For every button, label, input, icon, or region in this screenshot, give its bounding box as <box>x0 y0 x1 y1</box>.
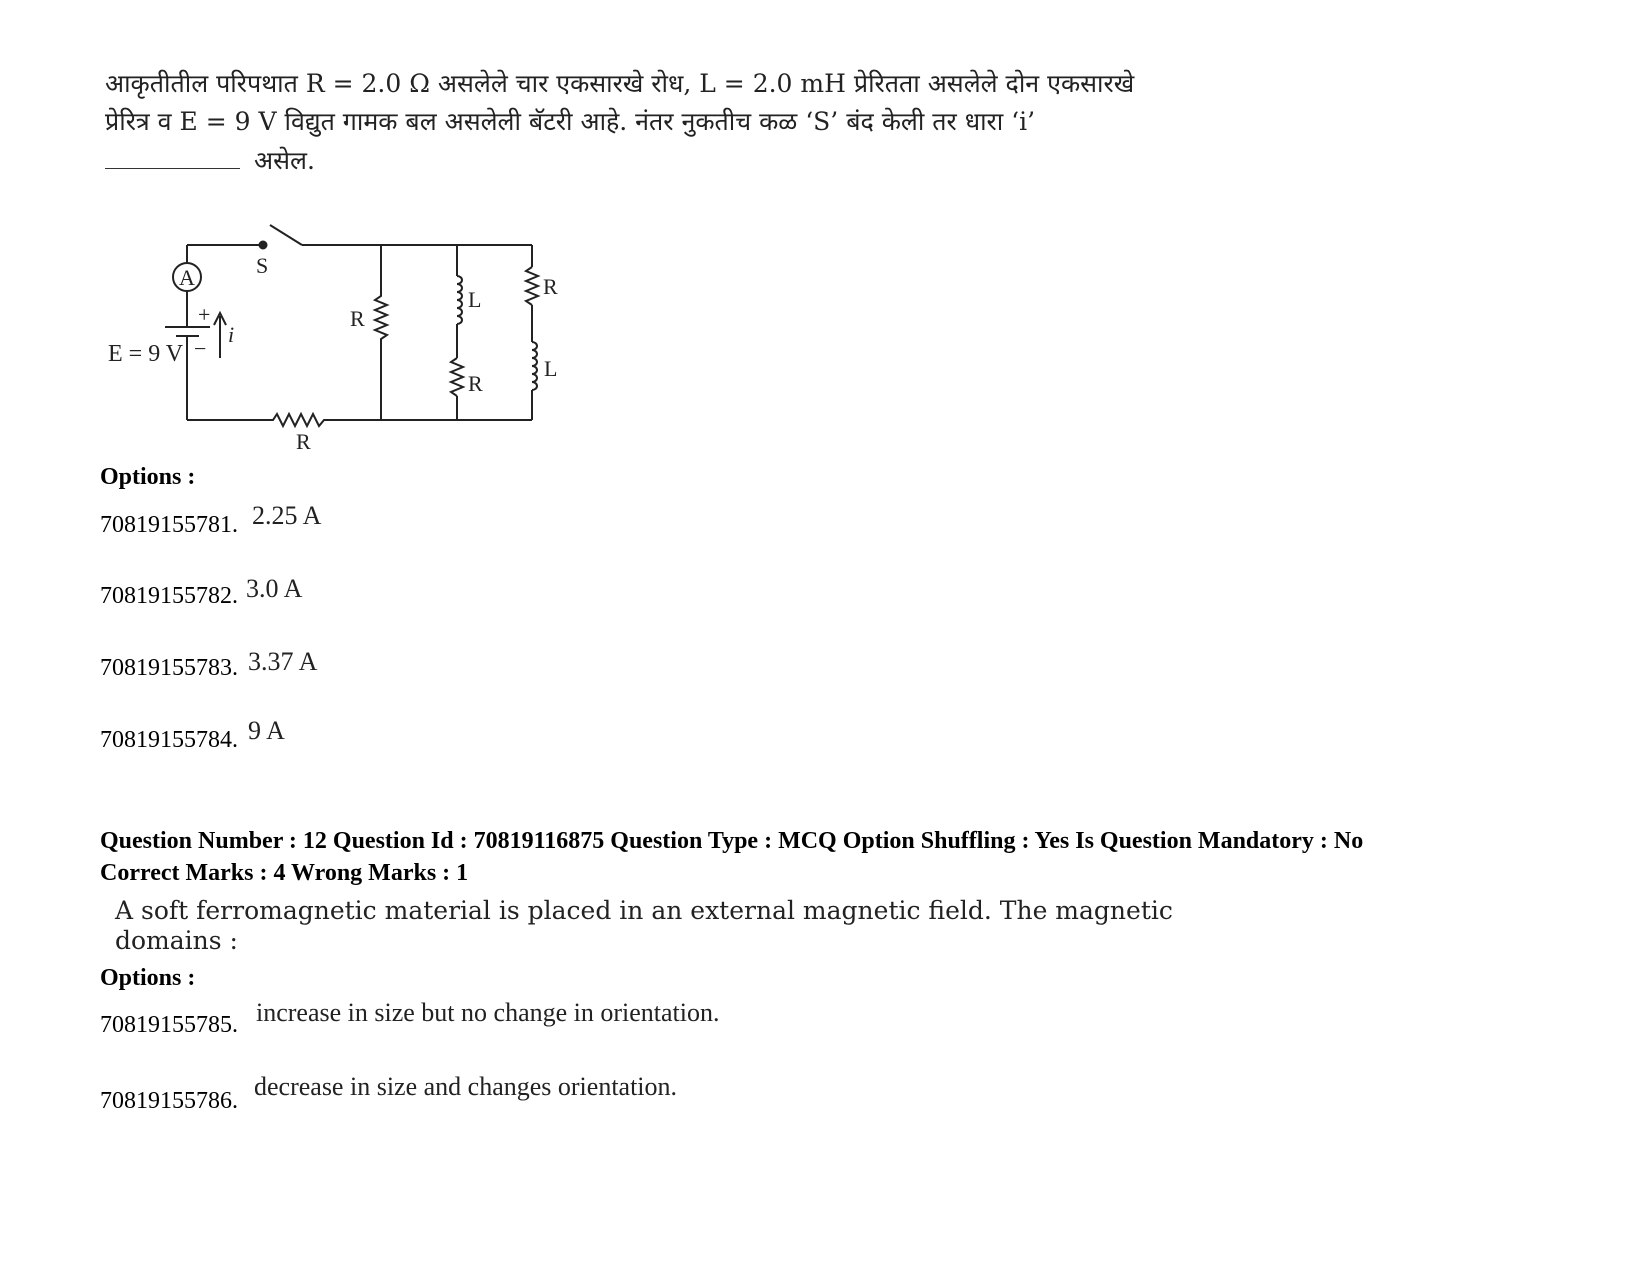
q12-option-2-id: 70819155786. <box>100 1088 238 1114</box>
current-label: i <box>228 322 235 347</box>
emf-label: E = 9 V <box>108 341 184 367</box>
branch-2-resistor-label: R <box>350 306 365 331</box>
q11-option-4-id: 70819155784. <box>100 727 238 753</box>
switch-blade <box>270 225 302 245</box>
bottom-wire <box>187 414 532 426</box>
q11-text-line-2: प्रेरित्र व E = 9 V विद्युत गामक बल असलेली बॅटरी आहे. नंतर नुकतीच कळ ‘S’ बंद केली तर धारा ‘i’ <box>105 107 1036 136</box>
battery-plus-label: + <box>198 302 211 327</box>
q11-option-2-id: 70819155782. <box>100 583 238 609</box>
battery-minus-label: − <box>194 336 207 361</box>
q12-option-2-text[interactable]: decrease in size and changes orientation. <box>254 1072 678 1101</box>
q12-text-line-2: domains : <box>115 926 238 955</box>
bottom-resistor-label: R <box>296 429 311 454</box>
q11-option-4-text[interactable]: 9 A <box>248 716 285 745</box>
q11-option-2-text[interactable]: 3.0 A <box>246 574 303 603</box>
q11-text-line-3-word: असेल. <box>254 146 315 175</box>
branch-4-inductor-label: L <box>544 356 558 381</box>
switch-pivot <box>260 242 267 249</box>
branch-3-resistor-label: R <box>468 371 483 396</box>
q11-option-1-text[interactable]: 2.25 A <box>252 501 322 530</box>
answer-blank <box>105 168 240 169</box>
branch-4-inductor <box>532 342 537 390</box>
branch-3-resistor <box>451 358 463 396</box>
q12-meta-line-1: Question Number : 12 Question Id : 70819116875 Question Type : MCQ Option Shuffling : Yes Is Question Mandatory : No <box>100 828 1364 854</box>
q11-options-label: Options : <box>100 464 196 490</box>
circuit-diagram <box>100 215 580 460</box>
branch-2-resistor <box>375 245 387 420</box>
branch-3-inductor <box>457 276 462 324</box>
ammeter-label: A <box>179 265 195 290</box>
branch-4-resistor <box>526 267 538 305</box>
q11-option-1-id: 70819155781. <box>100 512 238 538</box>
q11-option-3-text[interactable]: 3.37 A <box>248 647 318 676</box>
q12-meta-line-2: Correct Marks : 4 Wrong Marks : 1 <box>100 860 469 886</box>
branch-3-inductor-label: L <box>468 287 482 312</box>
switch-label: S <box>256 253 269 278</box>
q11-text-line-3 <box>105 143 315 177</box>
q11-text-line-1: आकृतीतील परिपथात R = 2.0 Ω असलेले चार एकसारखे रोध, L = 2.0 mH प्रेरितता असलेले दोन एकसारखे <box>105 69 1135 98</box>
q11-option-3-id: 70819155783. <box>100 655 238 681</box>
branch-4-resistor-label: R <box>543 274 558 299</box>
q12-options-label: Options : <box>100 965 196 991</box>
q12-option-1-id: 70819155785. <box>100 1012 238 1038</box>
q12-option-1-text[interactable]: increase in size but no change in orientation. <box>256 998 720 1027</box>
q12-text-line-1: A soft ferromagnetic material is placed in an external magnetic field. The magnetic <box>115 896 1173 925</box>
